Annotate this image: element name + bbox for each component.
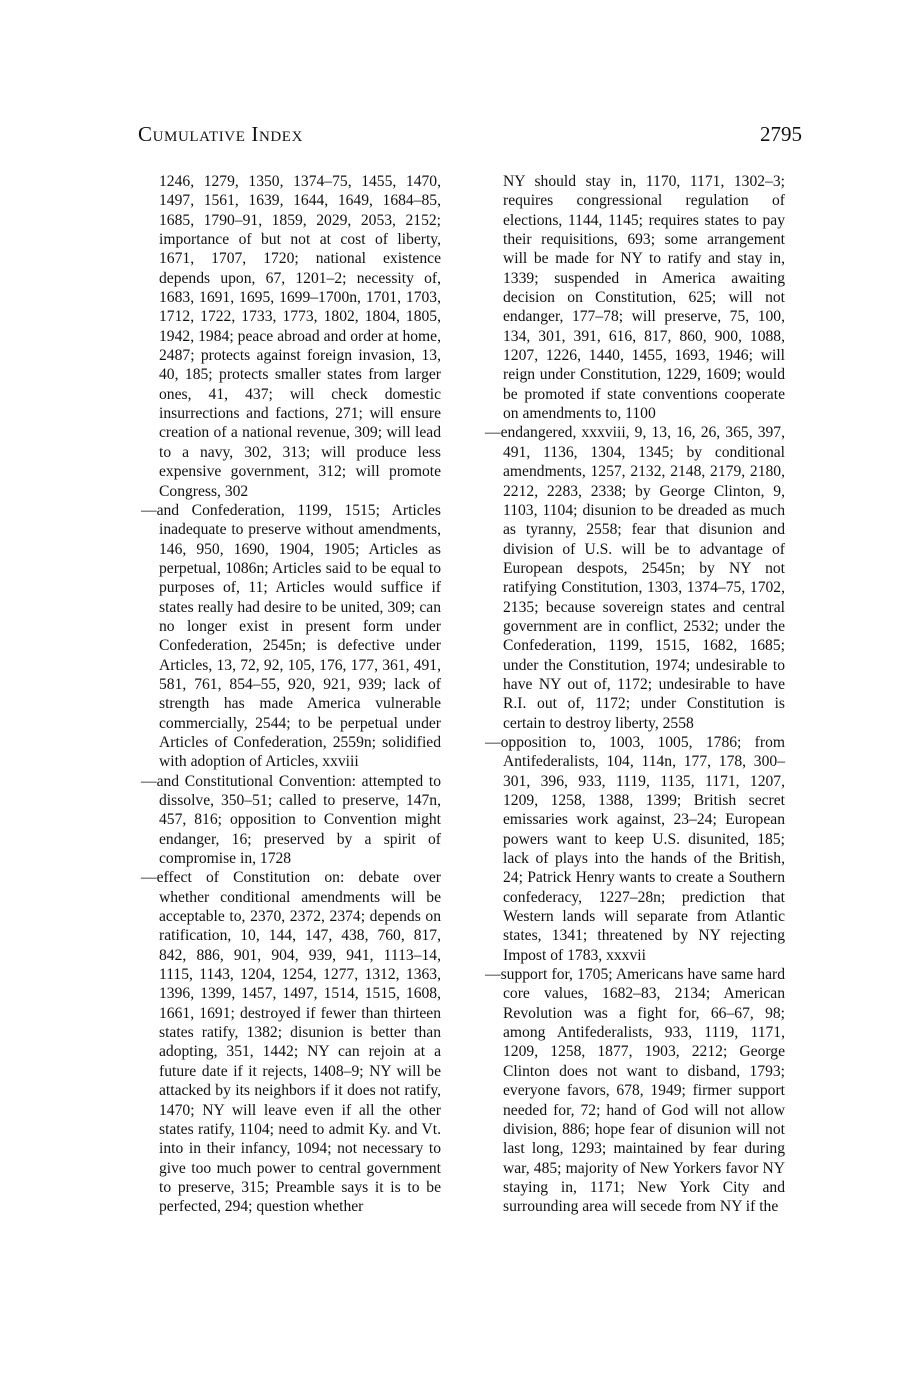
index-subentry-confederation: —and Confederation, 1199, 1515; Articles inadequate to preserve without amendments, 146, 950, 1690, 1904, 1905; Articles as perpetual, 1086n; Articles said to be equal to purposes of, 11; Articles would suffice if states really had desire to be united, 309; can no longer exist in present form under Confederation, 2545n; is defective under Articles, 13, 72, 92, 105, 176, 177, 361, 491, 581, 761, 854–55, 920, 921, 939; lack of strength has made America vulnerable commercially, 2544; to be perpetual under Articles of Confederation, 2559n; solidified with adoption of Articles, xxviii [141,501,441,771]
index-entry-continuation: 1246, 1279, 1350, 1374–75, 1455, 1470, 1497, 1561, 1639, 1644, 1649, 1684–85, 1685, 1790–91, 1859, 2029, 2053, 2152; importance of but not at cost of liberty, 1671, 1707, 1720; national existence depends upon, 67, 1201–2; necessity of, 1683, 1691, 1695, 1699–1700n, 1701, 1703, 1712, 1722, 1733, 1773, 1802, 1804, 1805, 1942, 1984; peace abroad and order at home, 2487; protects against foreign invasion, 13, 40, 185; protects smaller states from larger ones, 41, 437; will check domestic insurrections and factions, 271; will ensure creation of a national revenue, 309; will lead to a navy, 302, 313; will produce less expensive government, 312; will promote Congress, 302 [159,173,441,500]
index-entry-continuation: NY should stay in, 1170, 1171, 1302–3; requires congressional regulation of elections, 1144, 1145; requires states to pay their requisitions, 693; some arrangement will be made for NY to ratify and stay in, 1339; suspended in America awaiting decision on Constitution, 625; will not endanger, 177–78; will preserve, 75, 100, 134, 301, 391, 616, 817, 860, 900, 1088, 1207, 1226, 1440, 1455, 1693, 1946; will reign under Constitution, 1229, 1609; would be promoted if state conventions cooperate on amendments to, 1100 [503,173,785,423]
index-subentry-effect-of-constitution: —effect of Constitution on: debate over whether conditional amendments will be acceptable to, 2370, 2372, 2374; depends on ratification, 10, 144, 147, 438, 760, 817, 842, 886, 901, 904, 939, 941, 1113–14, 1115, 1143, 1204, 1254, 1277, 1312, 1363, 1396, 1399, 1457, 1497, 1514, 1515, 1608, 1661, 1691; destroyed if fewer than thirteen states ratify, 1382; disunion is better than adopting, 351, 1442; NY can rejoin at a future date if it rejects, 1408–9; NY will be attacked by its neighbors if it does not ratify, 1470; NY will leave even if all the other states ratify, 1104; need to admit Ky. and Vt. into in their infancy, 1094; not necessary to give too much power to central government to preserve, 315; Preamble says it is to be perfected, 294; question whether [141,869,441,1216]
index-subentry-opposition: —opposition to, 1003, 1005, 1786; from Antifederalists, 104, 114n, 177, 178, 300–301, 396, 933, 1119, 1135, 1171, 1207, 1209, 1258, 1388, 1399; British secret emissaries work against, 23–24; European powers want to keep U.S. disunited, 185; lack of plays into the hands of the British, 24; Patrick Henry wants to create a Southern confederacy, 1227–28n; prediction that Western lands will separate from Atlantic states, 1341; threatened by NY rejecting Impost of 1783, xxxvii [485,733,785,964]
index-column-right [485,172,785,1217]
page-number: 2795 [760,122,802,146]
running-head: Cumulative Index [138,122,303,146]
index-subentry-constitutional-convention: —and Constitutional Convention: attempted to dissolve, 350–51; called to preserve, 147n, 457, 816; opposition to Convention might endanger, 16; preserved by a spirit of compromise in, 1728 [141,772,441,868]
index-subentry-support: —support for, 1705; Americans have same hard core values, 1682–83, 2134; American Revolution was a fight for, 66–67, 98; among Antifederalists, 933, 1119, 1171, 1209, 1258, 1877, 1903, 2212; George Clinton does not want to disband, 1793; everyone favors, 678, 1949; firmer support needed for, 72; hand of God will not allow division, 886; hope fear of disunion will not last long, 1293; maintained by fear during war, 485; majority of New Yorkers favor NY staying in, 1171; New York City and surrounding area will secede from NY if the [485,966,785,1216]
index-subentry-endangered: —endangered, xxxviii, 9, 13, 16, 26, 365, 397, 491, 1136, 1304, 1345; by conditional amendments, 1257, 2132, 2148, 2179, 2180, 2212, 2283, 2338; by George Clinton, 9, 1103, 1104; disunion to be dreaded as much as tyranny, 2558; fear that disunion and division of U.S. will be to advantage of European despots, 2545n; by NY not ratifying Constitution, 1303, 1374–75, 1702, 2135; because sovereign states and central government are in conflict, 2532; under the Confederation, 1199, 1515, 1682, 1685; under the Constitution, 1974; undesirable to have NY out of, 1172; undesirable to have R.I. out of, 1172; under Constitution is certain to destroy liberty, 2558 [485,424,785,732]
index-column-left [141,172,441,1217]
